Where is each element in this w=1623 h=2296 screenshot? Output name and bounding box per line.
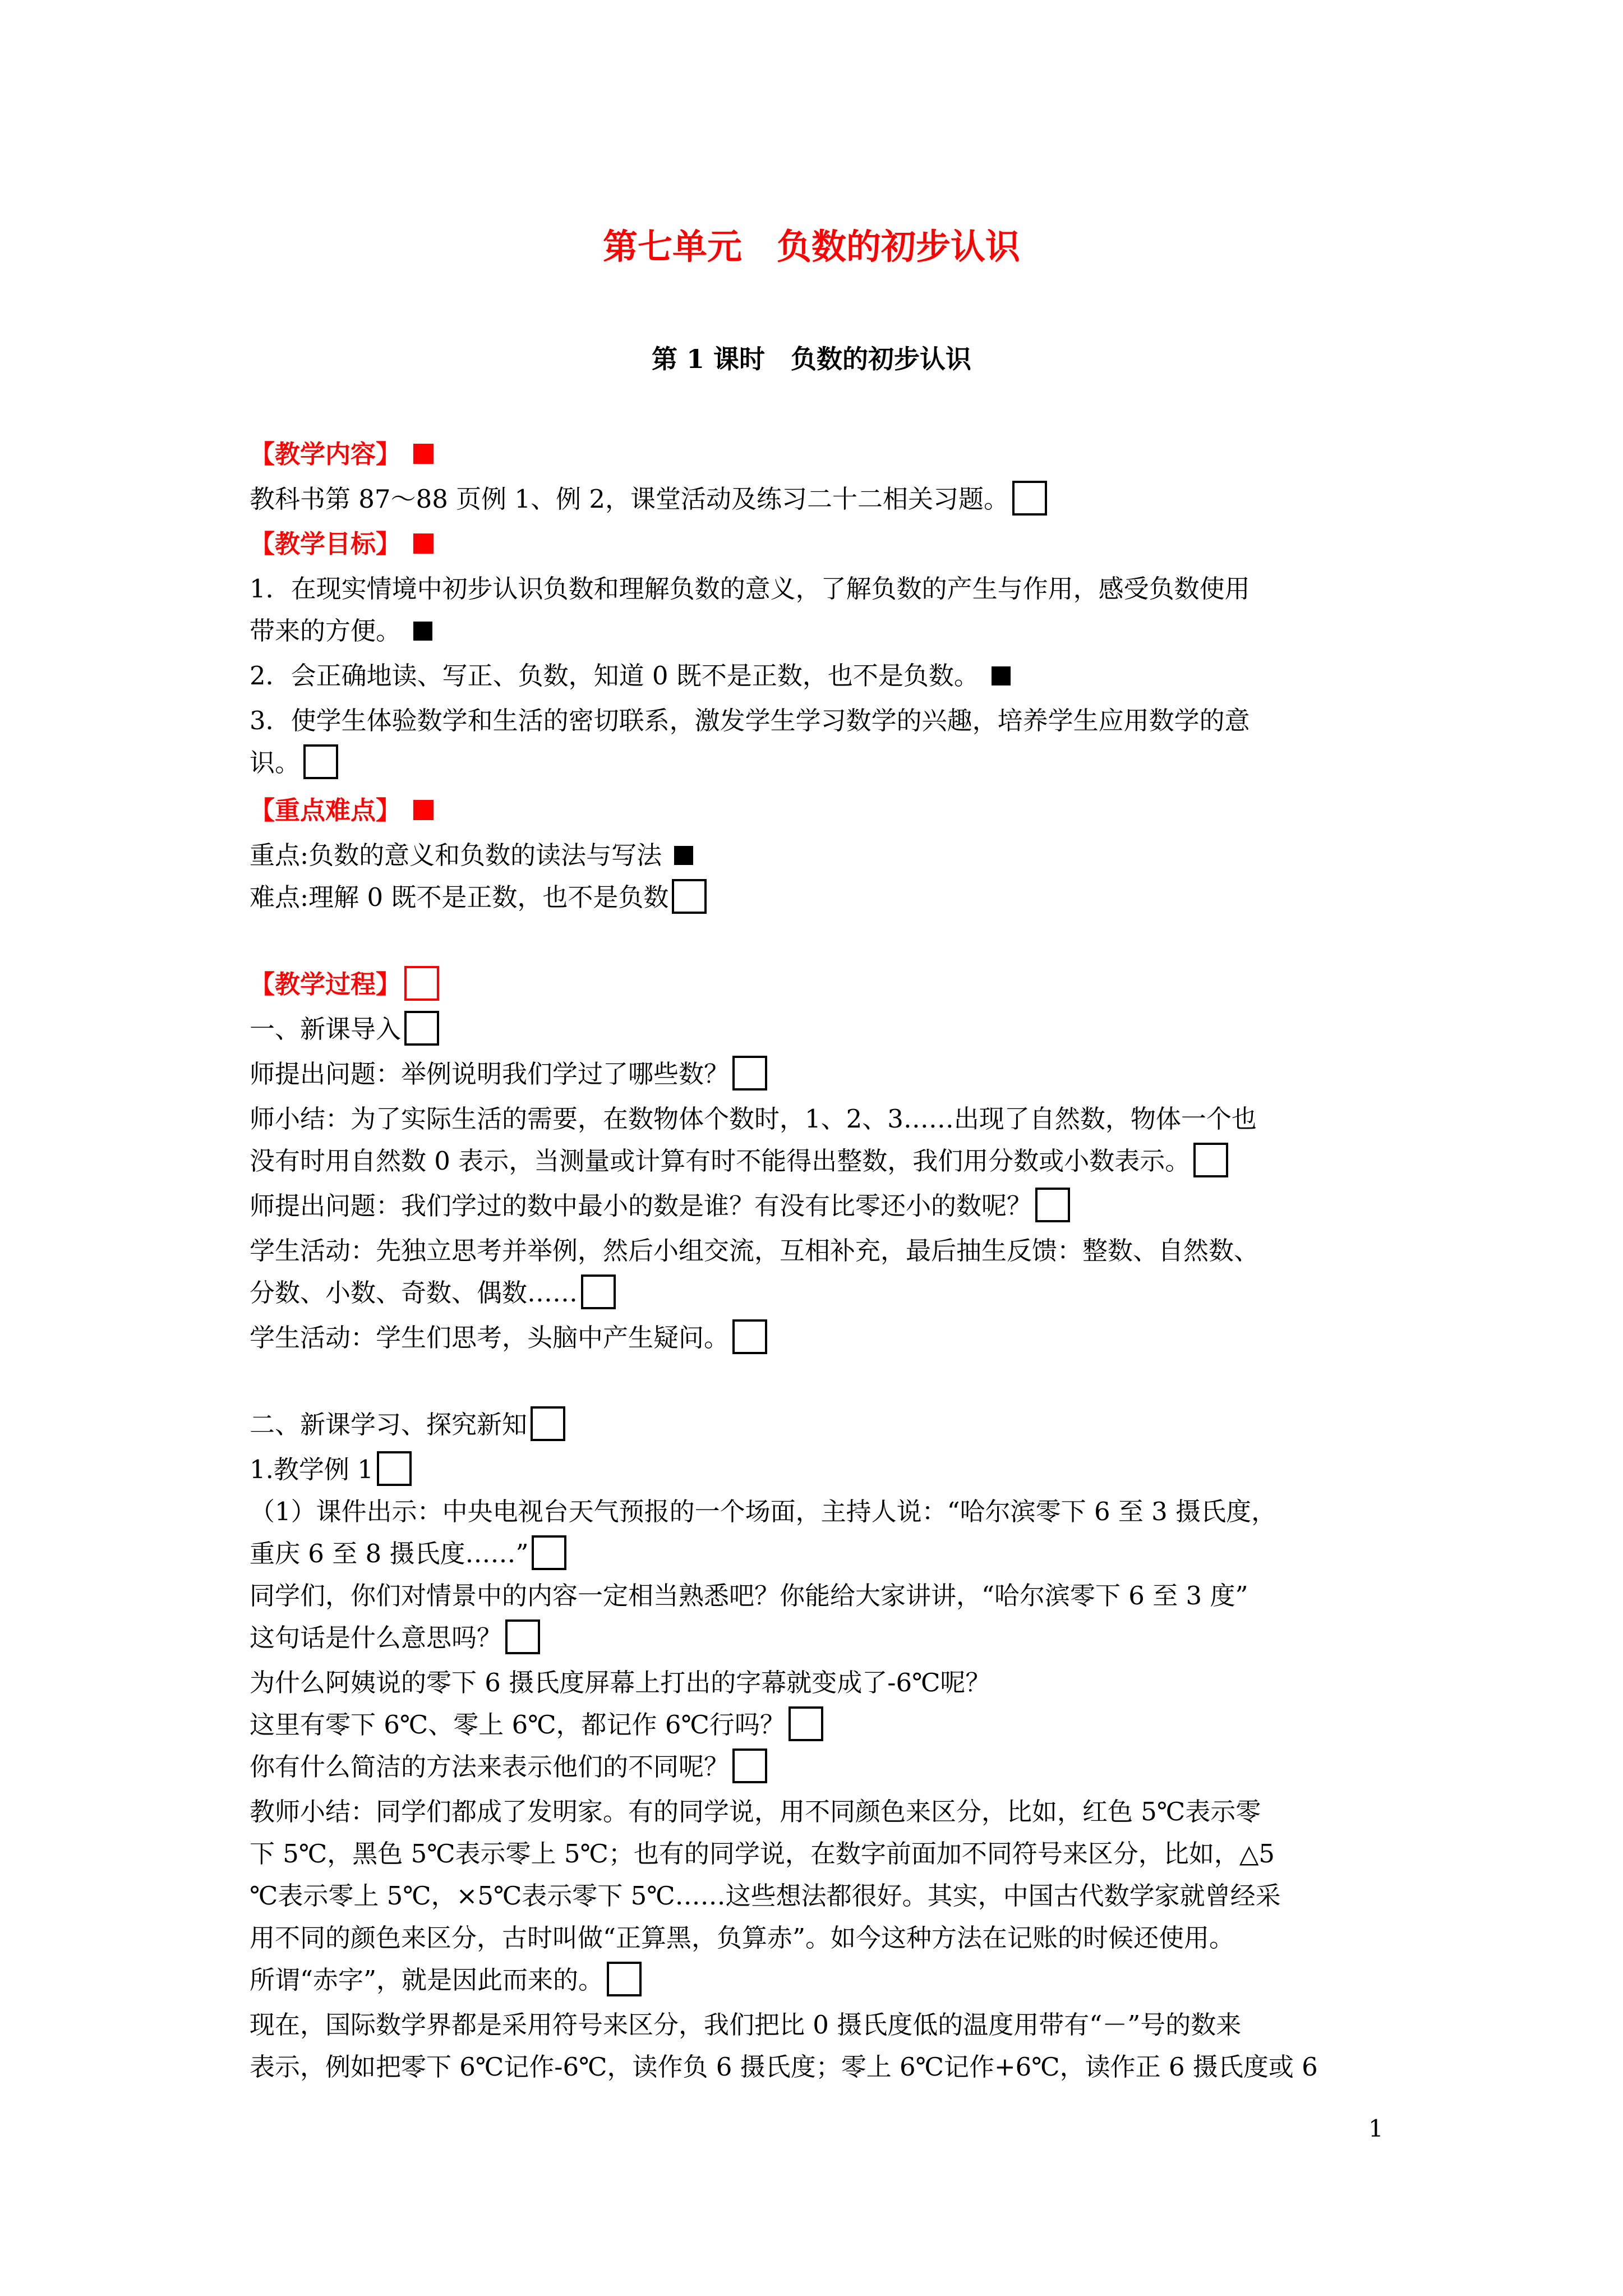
s1-activity-2-row — [250, 1318, 1388, 1358]
e1-p3-row — [250, 1663, 1388, 1703]
e1-p1-line-2 — [250, 1534, 1388, 1573]
section-heading-keypoints: 【重点难点】 — [250, 795, 402, 825]
empty-box-red — [404, 966, 439, 1001]
section-heading-keypoints-row — [250, 791, 1388, 830]
page-title: 第七单元 负数的初步认识 — [602, 226, 1020, 267]
e1-p6-line-1 — [250, 1792, 1388, 1832]
goal-3-line-1 — [250, 701, 1388, 740]
s1-activity-2: 学生活动：学生们思考，头脑中产生疑问。 — [250, 1323, 730, 1352]
section-heading-goals-row — [250, 524, 1388, 564]
example-1-row — [250, 1450, 1388, 1489]
e1-p6-text-1: 教师小结：同学们都成了发明家。有的同学说，用不同颜色来区分，比如，红色 5℃表示零 — [250, 1797, 1261, 1826]
empty-box — [404, 1011, 439, 1046]
content-text-row — [250, 480, 1388, 519]
empty-box — [789, 1706, 823, 1741]
empty-box — [532, 1535, 566, 1570]
empty-box — [581, 1274, 616, 1309]
page-number: 1 — [1368, 2115, 1384, 2142]
section-heading-content: 【教学内容】 — [250, 439, 402, 469]
e1-p4-text: 这里有零下 6℃、零上 6℃，都记作 6℃行吗？ — [250, 1710, 785, 1740]
empty-box — [732, 1056, 767, 1091]
e1-p6-line-2 — [250, 1834, 1388, 1874]
goal-2-text: 2．会正确地读、写正、负数，知道 0 既不是正数，也不是负数。 — [250, 661, 979, 691]
goal-1-text-2: 带来的方便。 — [250, 616, 402, 646]
s1-question-1-row — [250, 1055, 1388, 1094]
section-1-title-row — [250, 1010, 1388, 1049]
empty-box — [1193, 1143, 1228, 1177]
empty-box — [531, 1406, 565, 1441]
example-1-title: 1.教学例 1 — [250, 1455, 374, 1484]
empty-box — [732, 1319, 767, 1354]
e1-p5-row — [250, 1747, 1388, 1787]
s1-question-2-row — [250, 1186, 1388, 1226]
goal-3-text-2: 识。 — [250, 748, 301, 777]
goal-1-line-1 — [250, 569, 1388, 609]
black-square-marker — [992, 666, 1011, 685]
e1-p7-text-1: 现在，国际数学界都是采用符号来区分，我们把比 0 摄氏度低的温度用带有“－”号的数来 — [250, 2010, 1242, 2040]
e1-p2-line-2 — [250, 1618, 1388, 1658]
section-heading-process-row — [250, 965, 1388, 1004]
e1-p1-text-1: （1）课件出示：中央电视台天气预报的一个场面，主持人说：“哈尔滨零下 6 至 3 摄氏度， — [250, 1497, 1277, 1526]
empty-box — [607, 1962, 642, 1996]
e1-p7-line-2 — [250, 2047, 1388, 2087]
s1-summary-line-1 — [250, 1099, 1388, 1139]
goal-1-text-1: 1．在现实情境中初步认识负数和理解负数的意义，了解负数的产生与作用，感受负数使用 — [250, 574, 1250, 604]
e1-p7-line-1 — [250, 2005, 1388, 2045]
red-square-marker — [413, 800, 434, 820]
e1-p6-text-5: 所谓“赤字”，就是因此而来的。 — [250, 1965, 604, 1995]
s1-activity-1-text-2: 分数、小数、奇数、偶数…… — [250, 1278, 578, 1308]
empty-box — [1035, 1188, 1070, 1222]
goal-1-line-2 — [250, 611, 1388, 651]
difficult-point-text: 难点:理解 0 既不是正数，也不是负数 — [250, 882, 669, 912]
s1-activity-1-text-1: 学生活动：先独立思考并举例，然后小组交流，互相补充，最后抽生反馈：整数、自然数、 — [250, 1236, 1260, 1266]
e1-p4-row — [250, 1705, 1388, 1745]
e1-p2-text-2: 这句话是什么意思吗？ — [250, 1623, 502, 1653]
s1-activity-1-line-1 — [250, 1231, 1388, 1271]
e1-p7-text-2: 表示，例如把零下 6℃记作-6℃，读作负 6 摄氏度；零上 6℃记作+6℃，读作正 6 摄氏度或 6 — [250, 2052, 1318, 2082]
goal-3-text-1: 3．使学生体验数学和生活的密切联系，激发学生学习数学的兴趣，培养学生应用数学的意 — [250, 706, 1250, 735]
section-1-title: 一、新课导入 — [250, 1014, 402, 1044]
e1-p6-text-3: ℃表示零上 5℃，×5℃表示零下 5℃……这些想法都很好。其实，中国古代数学家就曾经采 — [250, 1881, 1281, 1911]
empty-box — [672, 879, 707, 914]
e1-p1-text-2: 重庆 6 至 8 摄氏度……” — [250, 1539, 529, 1568]
e1-p6-line-4 — [250, 1918, 1388, 1958]
section-heading-process: 【教学过程】 — [250, 969, 402, 999]
difficult-point-line — [250, 878, 1388, 917]
e1-p1-line-1 — [250, 1492, 1388, 1531]
e1-p3-text: 为什么阿姨说的零下 6 摄氏度屏幕上打出的字幕就变成了-6℃呢？ — [250, 1668, 991, 1697]
e1-p6-text-2: 下 5℃，黑色 5℃表示零上 5℃；也有的同学说，在数字前面加不同符号来区分，比如，△5 — [250, 1839, 1275, 1869]
lesson-subtitle: 第 1 课时 负数的初步认识 — [651, 344, 972, 374]
e1-p2-line-1 — [250, 1576, 1388, 1616]
empty-box — [732, 1749, 767, 1783]
section-heading-goals: 【教学目标】 — [250, 529, 402, 559]
s1-summary-line-2 — [250, 1142, 1388, 1181]
goal-3-line-2 — [250, 743, 1388, 783]
black-square-marker — [413, 622, 432, 641]
empty-box — [377, 1451, 412, 1486]
s1-question-2: 师提出问题：我们学过的数中最小的数是谁？有没有比零还小的数呢？ — [250, 1191, 1032, 1221]
empty-box — [303, 744, 338, 779]
e1-p6-line-3 — [250, 1876, 1388, 1916]
e1-p2-text-1: 同学们，你们对情景中的内容一定相当熟悉吧？你能给大家讲讲，“哈尔滨零下 6 至 3 度” — [250, 1581, 1248, 1611]
s1-summary-text-1: 师小结：为了实际生活的需要，在数物体个数时，1、2、3……出现了自然数，物体一个也 — [250, 1104, 1257, 1134]
e1-p6-line-5 — [250, 1961, 1388, 2000]
s1-summary-text-2: 没有时用自然数 0 表示，当测量或计算有时不能得出整数，我们用分数或小数表示。 — [250, 1146, 1191, 1176]
section-2-title: 二、新课学习、探究新知 — [250, 1410, 528, 1439]
empty-box — [505, 1619, 540, 1654]
e1-p6-text-4: 用不同的颜色来区分，古时叫做“正算黑，负算赤”。如今这种方法在记账的时候还使用。 — [250, 1923, 1235, 1953]
key-point-line — [250, 836, 1388, 875]
red-square-marker — [413, 533, 434, 554]
s1-activity-1-line-2 — [250, 1273, 1388, 1313]
section-heading-content-row — [250, 435, 1388, 474]
empty-box — [1012, 481, 1047, 516]
content-text: 教科书第 87～88 页例 1、例 2，课堂活动及练习二十二相关习题。 — [250, 484, 1009, 514]
key-point-text: 重点:负数的意义和负数的读法与写法 — [250, 840, 662, 870]
goal-2-line — [250, 656, 1388, 696]
e1-p5-text: 你有什么简洁的方法来表示他们的不同呢？ — [250, 1752, 730, 1782]
s1-question-1: 师提出问题：举例说明我们学过了哪些数？ — [250, 1059, 730, 1089]
black-square-marker — [674, 846, 693, 865]
red-square-marker — [413, 444, 434, 464]
section-2-title-row — [250, 1405, 1388, 1444]
